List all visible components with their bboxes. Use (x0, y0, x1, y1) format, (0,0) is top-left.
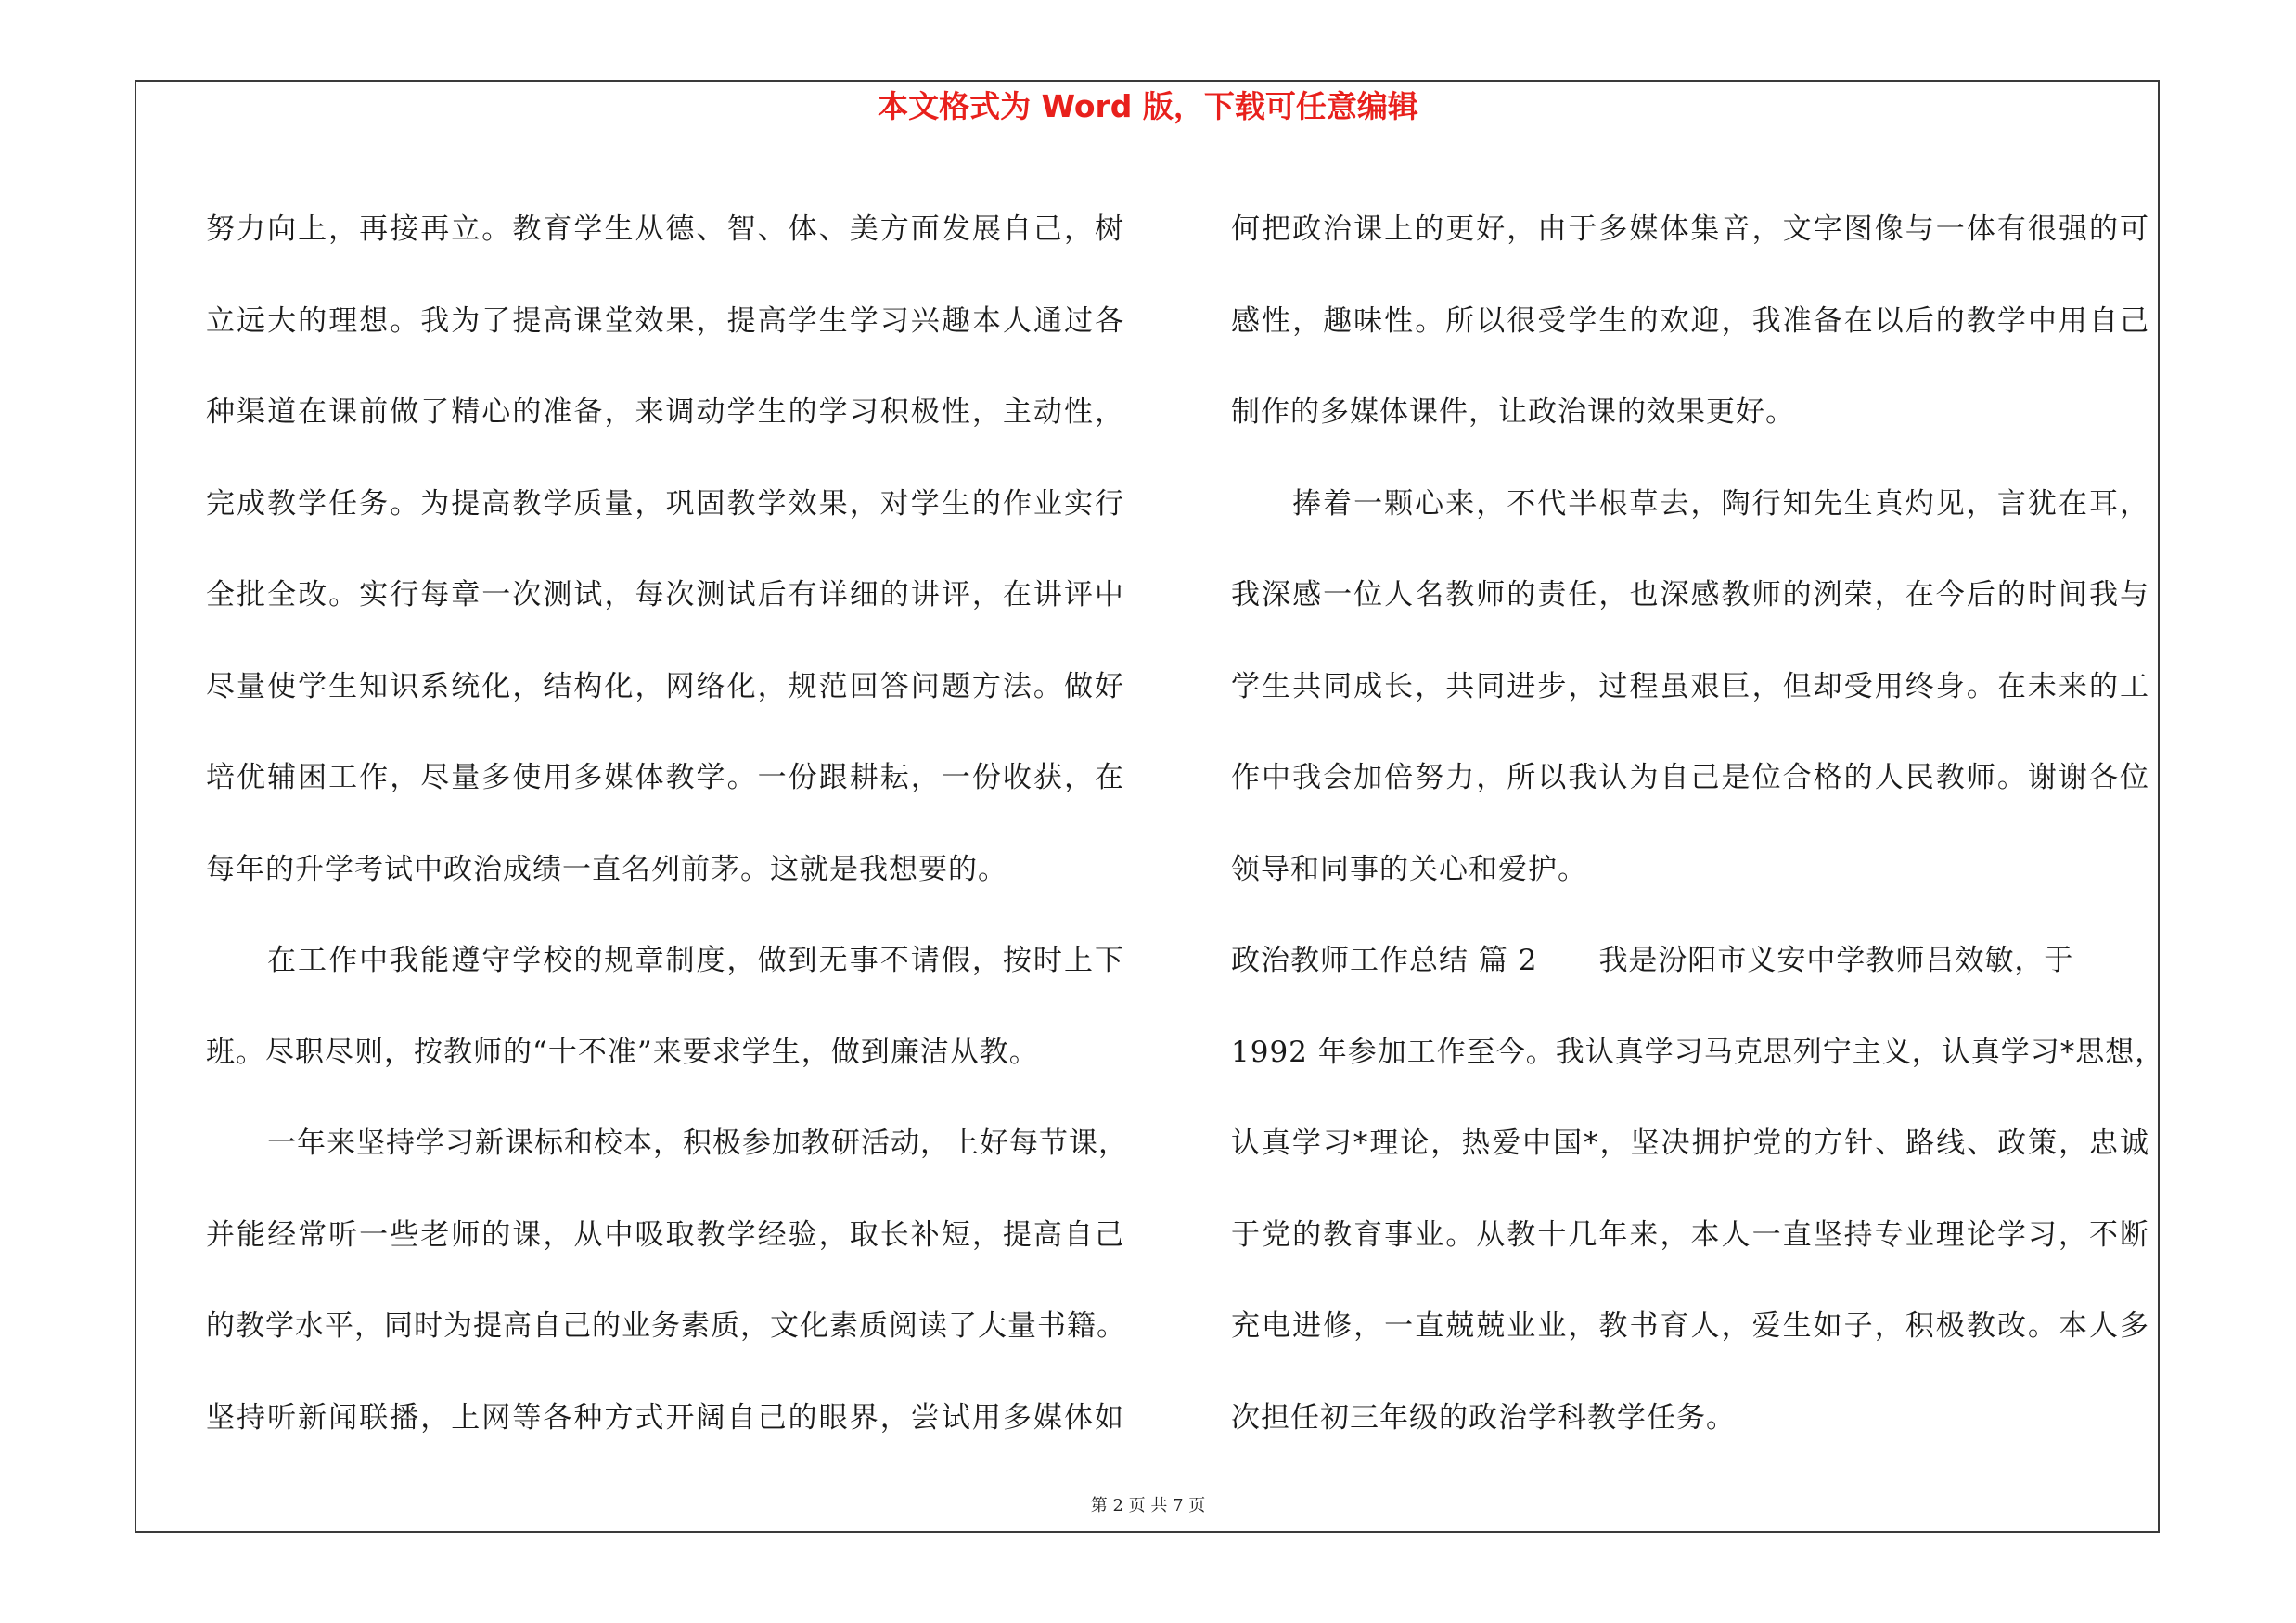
right-column (1231, 184, 2165, 1463)
paragraph-line: 班。尽职尽则，按教师的“十不准”来要求学生，做到廉洁从教。 (206, 1035, 1039, 1069)
paragraph-line: 种渠道在课前做了精心的准备，来调动学生的学习积极性，主动性， (206, 395, 1124, 429)
paragraph-line: 我深感一位人名教师的责任，也深感教师的洌荣，在今后的时间我与 (1231, 578, 2149, 612)
paragraph-line: 次担任初三年级的政治学科教学任务。 (1231, 1400, 1736, 1435)
left-column (206, 184, 1128, 1463)
paragraph-line: 并能经常听一些老师的课，从中吸取教学经验，取长补短，提高自己 (206, 1217, 1124, 1252)
paragraph-line: 一年来坚持学习新课标和校本，积极参加教研活动，上好每节课， (267, 1127, 1128, 1160)
paragraph-line: 作中我会加倍努力，所以我认为自己是位合格的人民教师。谢谢各位 (1231, 761, 2149, 794)
paragraph-line: 每年的升学考试中政治成绩一直名列前茅。这就是我想要的。 (206, 852, 1007, 886)
paragraph-line: 完成教学任务。为提高教学质量，巩固教学效果，对学生的作业实行 (206, 486, 1124, 521)
paragraph-line: 领导和同事的关心和爱护。 (1231, 852, 1587, 886)
paragraph-line: 认真学习*理论，热爱中国*，坚决拥护党的方针、路线、政策，忠诚 (1231, 1127, 2149, 1160)
paragraph-line: 立远大的理想。我为了提高课堂效果，提高学生学习兴趣本人通过各 (206, 303, 1124, 338)
paragraph-line: 1992 年参加工作至今。我认真学习马克思列宁主义，认真学习*思想， (1231, 1035, 2165, 1069)
paragraph-line: 充电进修，一直兢兢业业，教书育人，爱生如子，积极教改。本人多 (1231, 1309, 2149, 1343)
paragraph-line: 努力向上，再接再立。教育学生从德、智、体、美方面发展自己，树 (206, 213, 1124, 246)
paragraph-line: 于党的教育事业。从教十几年来，本人一直坚持专业理论学习，不断 (1231, 1217, 2149, 1252)
paragraph-line: 捧着一颗心来，不代半根草去，陶行知先生真灼见，言犹在耳， (1292, 486, 2149, 521)
paragraph-line: 感性，趣味性。所以很受学生的欢迎，我准备在以后的教学中用自己 (1231, 303, 2149, 338)
paragraph-line: 全批全改。实行每章一次测试，每次测试后有详细的讲评，在讲评中 (206, 578, 1124, 612)
section-intro: 我是汾阳市义安中学教师吕效敏，于 (1598, 944, 2074, 977)
section-title: 政治教师工作总结 篇 2 (1231, 944, 1538, 977)
paragraph-line: 学生共同成长，共同进步，过程虽艰巨，但却受用终身。在未来的工 (1231, 669, 2149, 703)
paragraph-line: 何把政治课上的更好，由于多媒体集音，文字图像与一体有很强的可 (1231, 213, 2149, 246)
paragraph-line: 坚持听新闻联播，上网等各种方式开阔自己的眼界，尝试用多媒体如 (206, 1400, 1124, 1435)
paragraph-line: 尽量使学生知识系统化，结构化，网络化，规范回答问题方法。做好 (206, 669, 1124, 703)
paragraph-line: 在工作中我能遵守学校的规章制度，做到无事不请假，按时上下 (267, 944, 1124, 977)
paragraph-line: 的教学水平，同时为提高自己的业务素质，文化素质阅读了大量书籍。 (206, 1309, 1126, 1343)
page-number: 第 2 页 共 7 页 (1090, 1496, 1206, 1515)
section-heading (1231, 915, 2149, 1007)
paragraph-line: 培优辅困工作，尽量多使用多媒体教学。一份跟耕耘，一份收获，在 (206, 761, 1124, 794)
paragraph-line: 制作的多媒体课件，让政治课的效果更好。 (1231, 395, 1795, 429)
format-banner: 本文格式为 Word 版，下载可任意编辑 (878, 88, 1418, 124)
